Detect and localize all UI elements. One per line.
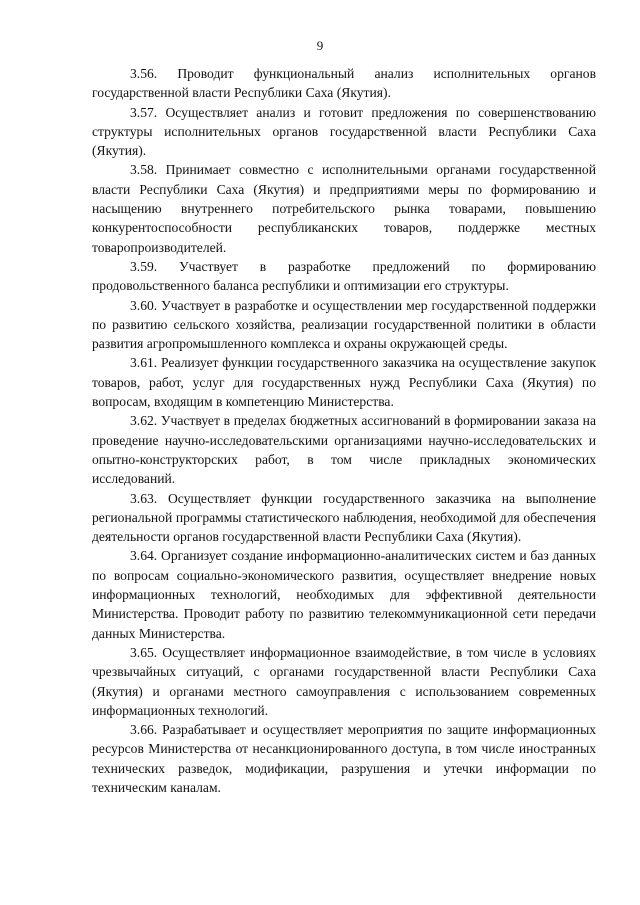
paragraph-3-58: 3.58. Принимает совместно с исполнительными органами государственной власти Республики Саха (Якутия) и предприятиями меры по формированию и насыщению внутреннего потребительского рынка товарами, повышению конкурентоспособности республиканских товаров, поддержке местных товаропроизводителей. [92,162,596,255]
paragraph-3-56: 3.56. Проводит функциональный анализ исполнительных органов государственной власти Республики Саха (Якутия). [92,66,596,101]
paragraph-3-66: 3.66. Разрабатывает и осуществляет мероприятия по защите информационных ресурсов Министерства от несанкционированного доступа, в том числе иностранных технических разведок, модификации, разрушения и утечки информации по техническим каналам. [92,722,596,795]
paragraph-3-59: 3.59. Участвует в разработке предложений по формированию продовольственного баланса республики и оптимизации его структуры. [92,258,596,294]
paragraph-3-65: 3.65. Осуществляет информационное взаимодействие, в том числе в условиях чрезвычайных ситуаций, с органами государственной власти Республики Саха (Якутия) и органами местного самоуправления с использованием современных информационных технологий. [92,644,596,718]
document-body [92,64,596,797]
paragraph-3-63: 3.63. Осуществляет функции государственного заказчика на выполнение региональной программы статистического наблюдения, необходимой для обеспечения деятельности органов государственной власти Республики Саха (Якутия). [92,490,596,545]
paragraph-3-61: 3.61. Реализует функции государственного заказчика на осуществление закупок товаров, работ, услуг для государственных нужд Республики Саха (Якутия) по вопросам, входящим в компетенцию Министерства. [92,355,596,410]
paragraph-3-62: 3.62. Участвует в пределах бюджетных ассигнований в формировании заказа на проведение научно-исследовательскими организациями научно-исследовательских и опытно-конструкторских работ, в том числе прикладных экономических исследований. [92,413,596,487]
paragraph-3-57: 3.57. Осуществляет анализ и готовит предложения по совершенствованию структуры исполнительных органов государственной власти Республики Саха (Якутия). [92,104,596,159]
paragraph-3-60: 3.60. Участвует в разработке и осуществлении мер государственной поддержки по развитию сельского хозяйства, реализации государственной политики в области развития агропромышленного комплекса и охраны окружающей среды. [92,297,596,352]
paragraph-3-64: 3.64. Организует создание информационно-аналитических систем и баз данных по вопросам социально-экономического развития, осуществляет внедрение новых информационных технологий, необходимых для эффективной деятельности Министерства. Проводит работу по развитию телекоммуникационной сети передачи данных Министерства. [92,548,596,641]
page-number: 9 [316,38,324,53]
